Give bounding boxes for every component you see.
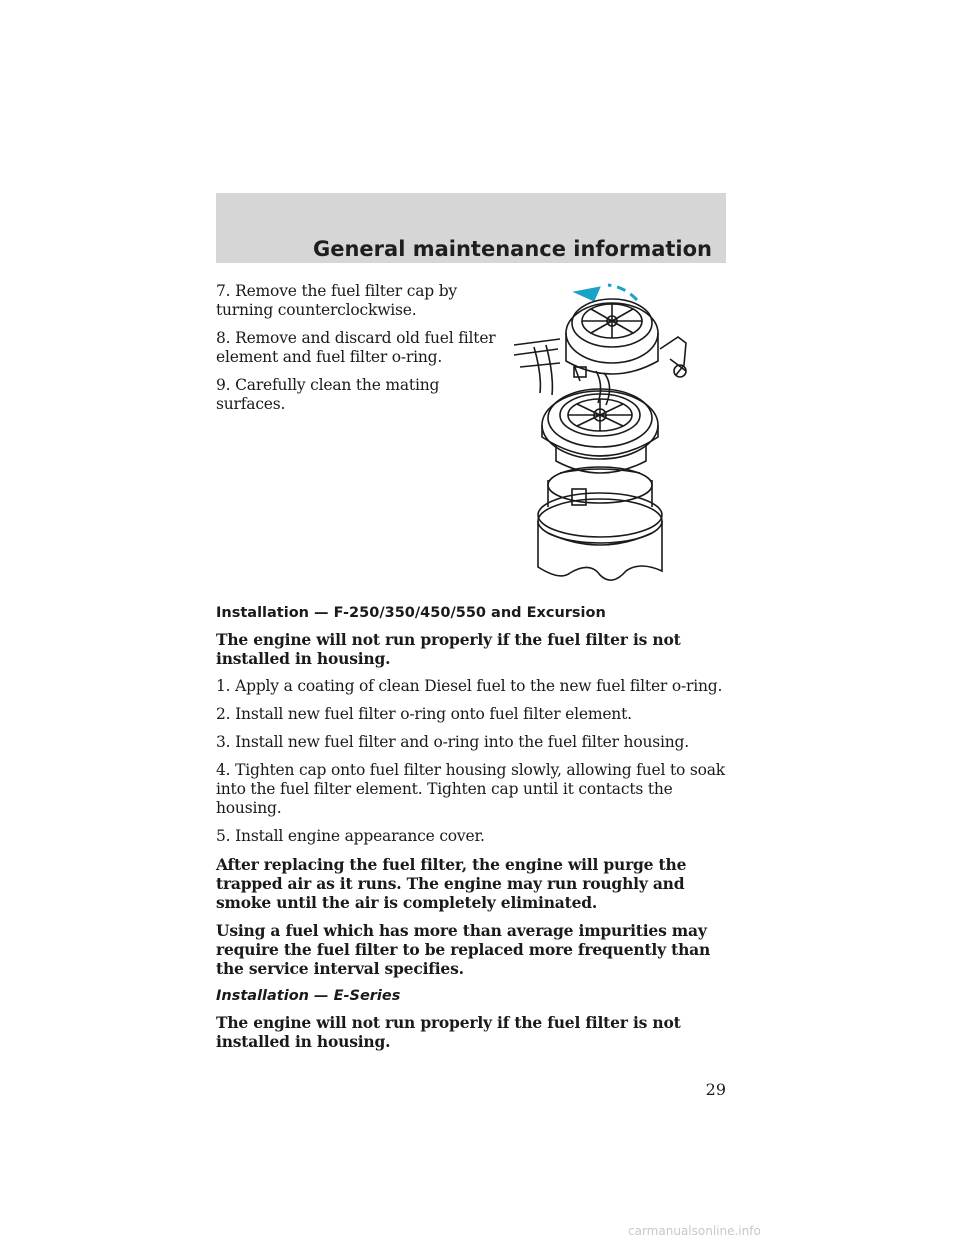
section-heading-e-series: Installation — E-Series (216, 988, 401, 1004)
section-title: General maintenance information (313, 237, 712, 261)
step-7: 7. Remove the fuel filter cap by turning counterclockwise. (216, 282, 457, 319)
purge-note: After replacing the fuel filter, the engine will purge the trapped air as it runs. The engine may run roughly and smoke until the air is completely eliminated. (216, 855, 687, 912)
install-step-1: 1. Apply a coating of clean Diesel fuel to the new fuel filter o-ring. (216, 677, 723, 695)
warning-text: The engine will not run properly if the fuel filter is not installed in housing. (216, 630, 681, 668)
counterclockwise-arrow-icon (608, 285, 637, 300)
step-8: 8. Remove and discard old fuel filter element and fuel filter o-ring. (216, 329, 496, 366)
e-series-warning: The engine will not run properly if the fuel filter is not installed in housing. (216, 1013, 681, 1051)
section-header-band (216, 193, 726, 263)
install-step-2: 2. Install new fuel filter o-ring onto fuel filter element. (216, 705, 632, 723)
impurities-note: Using a fuel which has more than average impurities may require the fuel filter to be replaced more frequently than the service interval specifies. (216, 921, 711, 978)
install-step-5: 5. Install engine appearance cover. (216, 827, 485, 845)
intro-steps (216, 282, 506, 423)
install-step-3: 3. Install new fuel filter and o-ring into the fuel filter housing. (216, 733, 689, 751)
installation-instructions (216, 604, 736, 1060)
fuel-filter-illustration (500, 275, 726, 590)
watermark-url: carmanualsonline.info (628, 1224, 761, 1238)
step-9: 9. Carefully clean the mating surfaces. (216, 376, 440, 413)
section-heading-f-series: Installation — F-250/350/450/550 and Excursion (216, 605, 606, 621)
page-number: 29 (705, 1080, 726, 1099)
install-step-4: 4. Tighten cap onto fuel filter housing slowly, allowing fuel to soak into the fuel filter element. Tighten cap until it contacts the housing. (216, 761, 725, 817)
